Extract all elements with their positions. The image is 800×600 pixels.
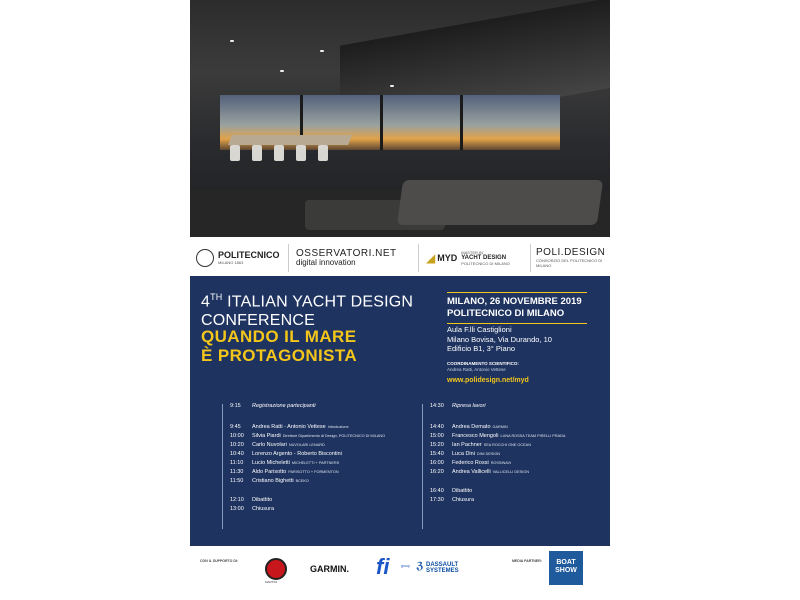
dassault-line1: DASSAULT xyxy=(426,562,459,568)
program-time: 12:10 xyxy=(230,497,244,503)
myd-top: MASTER IN xyxy=(461,250,484,255)
venue-address xyxy=(447,325,552,354)
conference-subtitle xyxy=(201,327,357,365)
seal-icon xyxy=(196,249,214,267)
garmin-logo: GARMIN. xyxy=(310,564,349,574)
program-speaker: Ripresa lavori xyxy=(452,403,486,409)
program-row xyxy=(230,424,349,431)
program-role: DINI DESIGN xyxy=(476,452,501,456)
title-line2: CONFERENCE xyxy=(201,312,316,330)
program-speaker: Cristiano Bighetti xyxy=(252,478,294,484)
venue-line: Milano Bovisa, Via Durando, 10 xyxy=(447,334,552,344)
program-speaker: Chiusura xyxy=(252,506,275,512)
program-time: 15:40 xyxy=(430,451,444,457)
program-row xyxy=(430,488,472,495)
support-label: CON IL SUPPORTO DI: xyxy=(200,559,238,563)
subtitle-line2: È PROTAGONISTA xyxy=(201,346,358,365)
info-panel xyxy=(190,276,610,546)
program-speaker: Luca Dini xyxy=(452,451,475,457)
dassault-line2: SYSTEMES xyxy=(426,568,459,574)
edition-number: 4 xyxy=(201,293,211,311)
program-role: NUVOLARI LENARD xyxy=(288,443,325,447)
program-role: PARISOTTO + FORMENTON xyxy=(288,470,339,474)
program-time: 13:00 xyxy=(230,506,244,512)
yacht-interior-image xyxy=(190,0,610,237)
program-time: 11:50 xyxy=(230,478,244,484)
myd-mark-icon: ◢ xyxy=(426,251,436,265)
main-sofa xyxy=(397,180,603,225)
window-mullion xyxy=(460,95,463,150)
program-time: 11:10 xyxy=(230,460,244,466)
program-speaker: Andrea Demato xyxy=(452,424,491,430)
chair xyxy=(274,145,284,161)
program-speaker: Carlo Nuvolari xyxy=(252,442,287,448)
ceiling-light xyxy=(230,40,234,42)
program-speaker: Dibattito xyxy=(252,497,273,503)
divider xyxy=(530,244,531,272)
program-time: 16:00 xyxy=(430,460,444,466)
program-row xyxy=(430,451,500,458)
program-speaker: Chiusura xyxy=(452,497,475,503)
program-time: 10:20 xyxy=(230,442,244,448)
title-line1: ITALIAN YACHT DESIGN xyxy=(222,293,414,311)
program-row xyxy=(430,424,508,431)
chair xyxy=(230,145,240,161)
program-role: BCEKO xyxy=(295,479,309,483)
program-row xyxy=(430,460,511,467)
program-role: GARMIN xyxy=(492,425,508,429)
program-time: 11:30 xyxy=(230,469,244,475)
program-row xyxy=(430,442,531,449)
event-date: MILANO, 26 NOVEMBRE 2019 xyxy=(447,296,582,307)
conference-title xyxy=(201,288,413,330)
program-row xyxy=(430,403,486,410)
program-role: SEA ROCCHI ONE OCEAN xyxy=(483,443,531,447)
myd-logo xyxy=(426,244,510,272)
divider xyxy=(288,244,289,272)
program-time: 15:00 xyxy=(430,433,444,439)
program-row xyxy=(230,451,342,458)
osservatori-tag: digital innovation xyxy=(296,258,356,267)
program-row xyxy=(230,497,272,504)
venue-line: Aula F.lli Castiglioni xyxy=(447,325,512,334)
myd-name: YACHT DESIGN xyxy=(461,255,507,261)
program-time: 9:15 xyxy=(230,403,241,409)
program-time: 10:40 xyxy=(230,451,244,457)
event-place: POLITECNICO DI MILANO xyxy=(447,308,565,319)
program-divider xyxy=(422,404,423,529)
osservatori-logo xyxy=(296,244,397,272)
program-speaker: Ian Pachner xyxy=(452,442,482,448)
boat-line2: SHOW xyxy=(555,567,577,574)
coordination-title: COORDINAMENTO SCIENTIFICO: xyxy=(447,361,519,366)
program-time: 16:20 xyxy=(430,469,444,475)
program-speaker: Andrea Ratti - Antonio Vettese xyxy=(252,424,326,430)
program-speaker: Federico Rossi xyxy=(452,460,489,466)
program-speaker: Francesco Mengoli xyxy=(452,433,499,439)
dassault-logo xyxy=(426,562,459,574)
program-role: MICHELETTI + PARTNERS xyxy=(291,461,340,465)
dining-table xyxy=(228,135,352,145)
logo-strip xyxy=(190,240,610,276)
program-time: 10:00 xyxy=(230,433,244,439)
coordination-names: Andrea Ratti, Antonio Vettese xyxy=(447,367,506,372)
sponsor-badge-logo xyxy=(265,558,287,580)
program-speaker: Silvia Piardi xyxy=(252,433,281,439)
edition-suffix: TH xyxy=(210,292,223,302)
chair xyxy=(252,145,262,161)
program-row xyxy=(430,469,529,476)
polimi-name: POLITECNICO xyxy=(218,250,280,260)
program-speaker: Lorenzo Argento - Roberto Biscontini xyxy=(252,451,342,457)
chair xyxy=(296,145,306,161)
polidesign-logo xyxy=(536,244,610,272)
program-speaker: Dibattito xyxy=(452,488,473,494)
program-role: VALLICELLI DESIGN xyxy=(492,470,529,474)
sponsor-strip xyxy=(190,546,610,600)
program-speaker: Lucio Micheletti xyxy=(252,460,290,466)
program-time: 9:45 xyxy=(230,424,241,430)
dassault-icon: ℨ xyxy=(416,561,424,572)
program-row xyxy=(230,442,325,449)
myd-sub: POLITECNICO DI MILANO xyxy=(461,261,510,266)
program-time: 14:30 xyxy=(430,403,444,409)
program-row xyxy=(230,460,339,467)
ceiling-light xyxy=(320,50,324,52)
conference-poster xyxy=(190,0,610,600)
ceiling-light xyxy=(280,70,284,72)
myd-mark: MYD xyxy=(437,252,458,263)
boat-show-logo xyxy=(549,551,583,585)
venue-line: Edificio B1, 3° Piano xyxy=(447,344,516,353)
media-partner-label: MEDIA PARTNER: xyxy=(512,559,542,563)
program-time: 14:40 xyxy=(430,424,444,430)
program-time: 17:30 xyxy=(430,497,444,503)
program-role: Direttore Dipartimento di Design, POLITECNICO DI MILANO xyxy=(282,434,386,438)
politecnico-logo xyxy=(196,244,280,272)
program-row xyxy=(230,469,339,476)
ceiling-light xyxy=(390,85,394,87)
gold-rule xyxy=(447,323,587,324)
chair xyxy=(318,145,328,161)
program-time: 16:40 xyxy=(430,488,444,494)
program-role: Introduzione xyxy=(327,425,349,429)
badge-text: MARTINI xyxy=(265,580,278,584)
fi-group-logo: fi xyxy=(376,554,390,579)
program-row xyxy=(230,478,309,485)
gold-rule xyxy=(447,292,587,293)
program-time: 15:20 xyxy=(430,442,444,448)
website-link[interactable]: www.polidesign.net/myd xyxy=(447,377,529,384)
fi-group-sub: group xyxy=(401,564,410,568)
program-divider xyxy=(222,404,223,529)
boat-line1: BOAT xyxy=(556,559,576,566)
window-mullion xyxy=(380,95,383,150)
date-block xyxy=(447,289,587,327)
program-speaker: Registrazione partecipanti xyxy=(252,403,316,409)
polidesign-name: POLI.DESIGN xyxy=(536,247,606,258)
program-speaker: Andrea Vallicelli xyxy=(452,469,491,475)
program-row xyxy=(230,506,274,513)
program-row xyxy=(430,433,565,440)
program-role: ROSSINAVI xyxy=(490,461,512,465)
polimi-sub: MILANO 1863 xyxy=(218,260,244,265)
program-row xyxy=(230,433,385,440)
divider xyxy=(418,244,419,272)
program-row xyxy=(430,497,474,504)
program-role: LUNA ROSSA TEAM PIRELLI PRADA xyxy=(500,434,566,438)
program-speaker: Aldo Parisotto xyxy=(252,469,287,475)
osservatori-name: OSSERVATORI.NET xyxy=(296,248,397,259)
subtitle-line1: QUANDO IL MARE xyxy=(201,327,357,346)
program-row xyxy=(230,403,316,410)
polidesign-sub: CONSORZIO DEL POLITECNICO DI MILANO xyxy=(536,258,603,268)
